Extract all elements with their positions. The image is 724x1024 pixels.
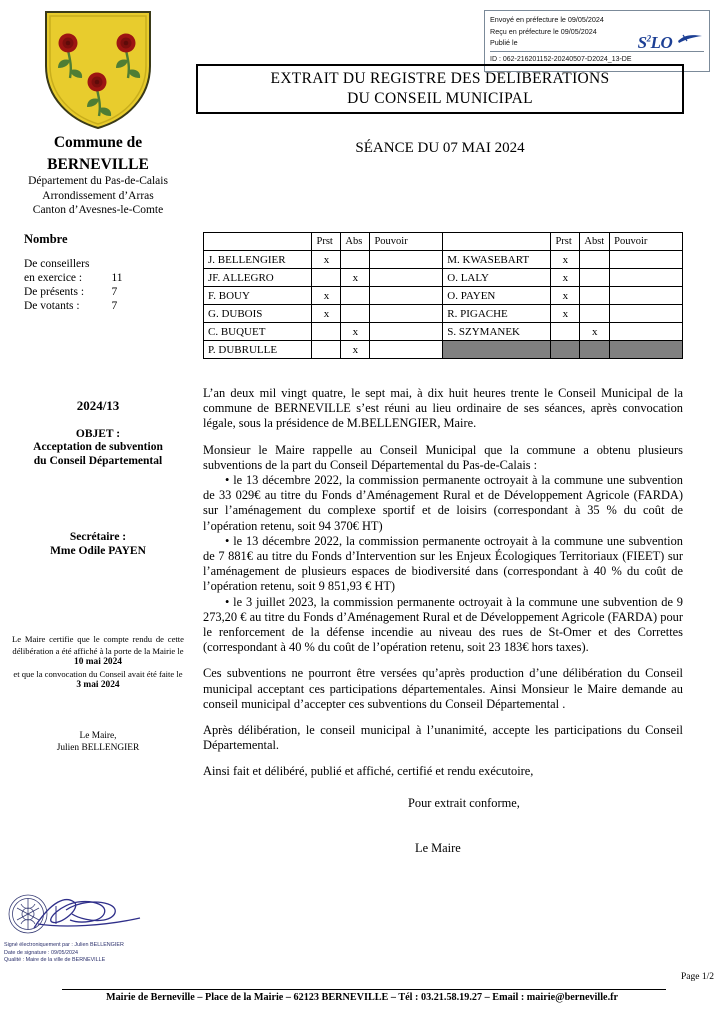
member-abst-right: x xyxy=(580,323,610,341)
member-name-right: M. KWASEBART xyxy=(443,251,551,269)
member-name-left: G. DUBOIS xyxy=(204,305,312,323)
commune-departement: Département du Pas-de-Calais xyxy=(28,175,168,187)
member-pouvoir-right xyxy=(610,269,683,287)
body-paragraph-3: Ces subventions ne pourront être versées qu’après production d’une délibération du Conseil municipal acceptant ces participations départementales. Ainsi Monsieur le Maire demande au conseil municipal d’accepter ces subventions du Conseil Départemental . xyxy=(203,666,683,711)
nombre-label: De présents : xyxy=(24,286,85,298)
table-row xyxy=(204,251,683,269)
coat-of-arms-icon xyxy=(38,8,158,130)
member-abst-right xyxy=(580,305,610,323)
empty-shaded-cell xyxy=(551,341,580,359)
member-prst-left xyxy=(312,323,341,341)
footer-divider xyxy=(62,989,666,990)
member-pouvoir-left xyxy=(370,287,443,305)
nombre-value: 7 xyxy=(111,300,118,312)
body-paragraph-2: Monsieur le Maire rappelle au Conseil Municipal que la commune a obtenu plusieurs subventions de la part du Conseil Départemental du Pas-de-Calais : xyxy=(203,442,683,472)
nombre-value: 11 xyxy=(111,272,123,284)
table-row xyxy=(204,341,683,359)
member-abs-left: x xyxy=(341,269,370,287)
body-paragraph-4: Après délibération, le conseil municipal à l’unanimité, accepte les participations du Conseil Départemental. xyxy=(203,723,683,753)
member-prst-right xyxy=(551,323,580,341)
table-row xyxy=(204,323,683,341)
header-right-prst: Prst xyxy=(551,233,580,251)
header-left-name xyxy=(204,233,312,251)
slo-logo xyxy=(638,33,703,53)
body-bullet-2: • le 13 décembre 2022, la commission permanente octroyait à la commune une subvention de 7 881€ au titre du Fonds d’Intervention sur les Enjeux Écologiques Territoriaux (FIEET) sur l’aménagement de plusieurs espaces de biodiversité dans (correspondant à 40 % du coût de l’opération retenu, soit 9 851,93 € HT) xyxy=(203,533,683,594)
esignature-date: Date de signature : 09/05/2024 xyxy=(4,949,79,956)
official-seal-icon xyxy=(9,895,47,933)
member-abs-left: x xyxy=(341,341,370,359)
nombre-label: De conseillers xyxy=(24,258,90,270)
electronic-signature-block xyxy=(4,890,194,965)
nombre-heading: Nombre xyxy=(24,232,68,246)
certification-text2: et que la convocation du Conseil avait été faite le xyxy=(13,668,183,679)
objet-block xyxy=(0,398,196,468)
maire-signature-block xyxy=(0,730,196,754)
table-row xyxy=(204,287,683,305)
body-paragraph-5: Ainsi fait et délibéré, publié et affiché, certifié et rendu exécutoire, xyxy=(203,764,534,779)
member-name-right: R. PIGACHE xyxy=(443,305,551,323)
nombre-value xyxy=(89,257,122,271)
body-paragraph-1: L’an deux mil vingt quatre, le sept mai, à dix huit heures trente le Conseil Municipal de la commune de BERNEVILLE s’est réuni au lieu ordinaire de ses séances, après convocation légale, sous la présidence de M.BELLENGIER, Maire. xyxy=(203,386,683,431)
member-name-right: O. LALY xyxy=(443,269,551,287)
objet-line2: du Conseil Départemental xyxy=(33,455,163,467)
nombre-label: en exercice : xyxy=(24,272,83,284)
member-abs-left: x xyxy=(341,323,370,341)
member-pouvoir-left xyxy=(370,341,443,359)
swoosh-icon xyxy=(677,33,703,50)
member-prst-left xyxy=(312,341,341,359)
stamp-published-line: Publié le xyxy=(490,38,518,47)
body-bullet-1: • le 13 décembre 2022, la commission permanente octroyait à la commune une subvention de 33 029€ au titre du Fonds d’Aménagement Rural et de Développement Agricole (FARDA) sur l’aménagement du complexe sportif et de loisirs (correspondant à 35 % du coût de l’opération retenu, soit 94 370€ HT) xyxy=(203,473,683,533)
member-abst-right xyxy=(580,287,610,305)
table-row xyxy=(204,269,683,287)
body-le-maire: Le Maire xyxy=(415,840,461,855)
commune-identity-block xyxy=(0,8,196,218)
secretaire-name: Mme Odile PAYEN xyxy=(50,545,146,557)
slo-logo-text: S xyxy=(637,33,647,52)
member-prst-right: x xyxy=(551,269,580,287)
nombre-table xyxy=(24,257,123,313)
header-right-pouvoir: Pouvoir xyxy=(610,233,683,251)
member-pouvoir-left xyxy=(370,305,443,323)
member-prst-left xyxy=(312,269,341,287)
certification-text: Le Maire certifie que le compte rendu de cette délibération a été affiché à la porte de la Mairie le xyxy=(12,634,184,656)
header-right-name xyxy=(443,233,551,251)
stamp-sent-line: Envoyé en préfecture le 09/05/2024 xyxy=(490,15,604,24)
member-pouvoir-left xyxy=(370,251,443,269)
secretaire-block xyxy=(0,530,196,558)
member-name-right: S. SZYMANEK xyxy=(443,323,551,341)
deliberation-body xyxy=(203,386,683,867)
member-abs-left xyxy=(341,305,370,323)
body-pour-extrait-conforme: Pour extrait conforme, xyxy=(408,795,520,810)
attendance-header-row xyxy=(204,233,683,251)
nombre-block xyxy=(0,232,196,313)
commune-name: BERNEVILLE xyxy=(47,156,149,173)
header-right-abst: Abst xyxy=(580,233,610,251)
deliberation-number: 2024/13 xyxy=(76,398,120,413)
empty-shaded-cell xyxy=(580,341,610,359)
member-abs-left xyxy=(341,251,370,269)
member-prst-right: x xyxy=(551,251,580,269)
esignature-signer: Signé électroniquement par : Julien BELLENGIER xyxy=(4,942,124,948)
nombre-row xyxy=(24,299,123,313)
maire-signature-line2: Julien BELLENGIER xyxy=(56,743,140,753)
member-pouvoir-left xyxy=(370,323,443,341)
slo-logo-sup: 2 xyxy=(646,33,651,44)
objet-line1: Acceptation de subvention xyxy=(33,441,163,453)
document-title-line2: DU CONSEIL MUNICIPAL xyxy=(347,90,533,107)
certification-convocation-date: 3 mai 2024 xyxy=(76,680,120,690)
member-name-left: J. BELLENGIER xyxy=(204,251,312,269)
header-left-abs: Abs xyxy=(341,233,370,251)
member-name-left: JF. ALLEGRO xyxy=(204,269,312,287)
member-prst-right: x xyxy=(551,287,580,305)
seance-date: SÉANCE DU 07 MAI 2024 xyxy=(355,140,525,156)
certification-block xyxy=(12,634,184,692)
page-number: Page 1/2 xyxy=(681,972,714,982)
certification-affichage-date: 10 mai 2024 xyxy=(74,657,122,667)
nombre-value: 7 xyxy=(111,286,118,298)
commune-label: Commune de xyxy=(53,134,143,151)
signature-graphic-icon xyxy=(4,890,164,942)
member-name-right: O. PAYEN xyxy=(443,287,551,305)
commune-arrondissement: Arrondissement d’Arras xyxy=(42,189,154,202)
member-abs-left xyxy=(341,287,370,305)
empty-shaded-cell xyxy=(443,341,551,359)
footer-contact: Mairie de Berneville – Place de la Mairie – 62123 BERNEVILLE – Tél : 03.21.58.19.27 – Email : mairie@berneville.fr xyxy=(105,992,619,1003)
document-title-line1: EXTRAIT DU REGISTRE DES DELIBERATIONS xyxy=(270,70,610,87)
member-prst-left: x xyxy=(312,305,341,323)
empty-shaded-cell xyxy=(610,341,683,359)
prefecture-stamp xyxy=(484,10,710,72)
objet-label: OBJET : xyxy=(75,428,121,440)
stamp-received-line: Reçu en préfecture le 09/05/2024 xyxy=(490,26,597,36)
slo-logo-rest: LO xyxy=(650,33,673,52)
table-row xyxy=(204,305,683,323)
nombre-row xyxy=(24,271,123,285)
member-name-left: P. DUBRULLE xyxy=(204,341,312,359)
body-bullet-3: • le 3 juillet 2023, la commission permanente octroyait à la commune une subvention de 9 273,20 € au titre du Fonds d’Aménagement Rural et de Développement Agricole (FARDA) pour le renforcement de la défense incendie au niveau des rues de St-Omer et des Correttes (correspondant à 40 % du coût de l’opération retenu, soit 23 183€ hors taxes). xyxy=(203,594,683,655)
member-pouvoir-right xyxy=(610,287,683,305)
member-pouvoir-right xyxy=(610,305,683,323)
member-prst-left: x xyxy=(312,287,341,305)
nombre-label: De votants : xyxy=(24,300,80,312)
member-abst-right xyxy=(580,269,610,287)
nombre-row xyxy=(24,285,123,299)
member-pouvoir-left xyxy=(370,269,443,287)
member-pouvoir-right xyxy=(610,251,683,269)
member-name-left: C. BUQUET xyxy=(204,323,312,341)
member-prst-right: x xyxy=(551,305,580,323)
handwritten-signature-icon xyxy=(34,900,140,928)
document-title-box xyxy=(196,64,684,114)
esignature-quality: Qualité : Maire de la ville de BERNEVILLE xyxy=(4,957,106,964)
header-left-prst: Prst xyxy=(312,233,341,251)
member-prst-left: x xyxy=(312,251,341,269)
commune-canton: Canton d’Avesnes-le-Comte xyxy=(32,204,164,216)
stamp-id-line: ID : 062-216201152-20240507-D2024_13-DE xyxy=(490,51,704,66)
swoosh-svg xyxy=(677,33,703,45)
nombre-row xyxy=(24,257,123,271)
member-name-left: F. BOUY xyxy=(204,287,312,305)
maire-signature-line1: Le Maire, xyxy=(79,731,117,741)
member-pouvoir-right xyxy=(610,323,683,341)
header-left-pouvoir: Pouvoir xyxy=(370,233,443,251)
attendance-table xyxy=(203,232,683,359)
secretaire-label: Secrétaire : xyxy=(69,531,127,543)
member-abst-right xyxy=(580,251,610,269)
